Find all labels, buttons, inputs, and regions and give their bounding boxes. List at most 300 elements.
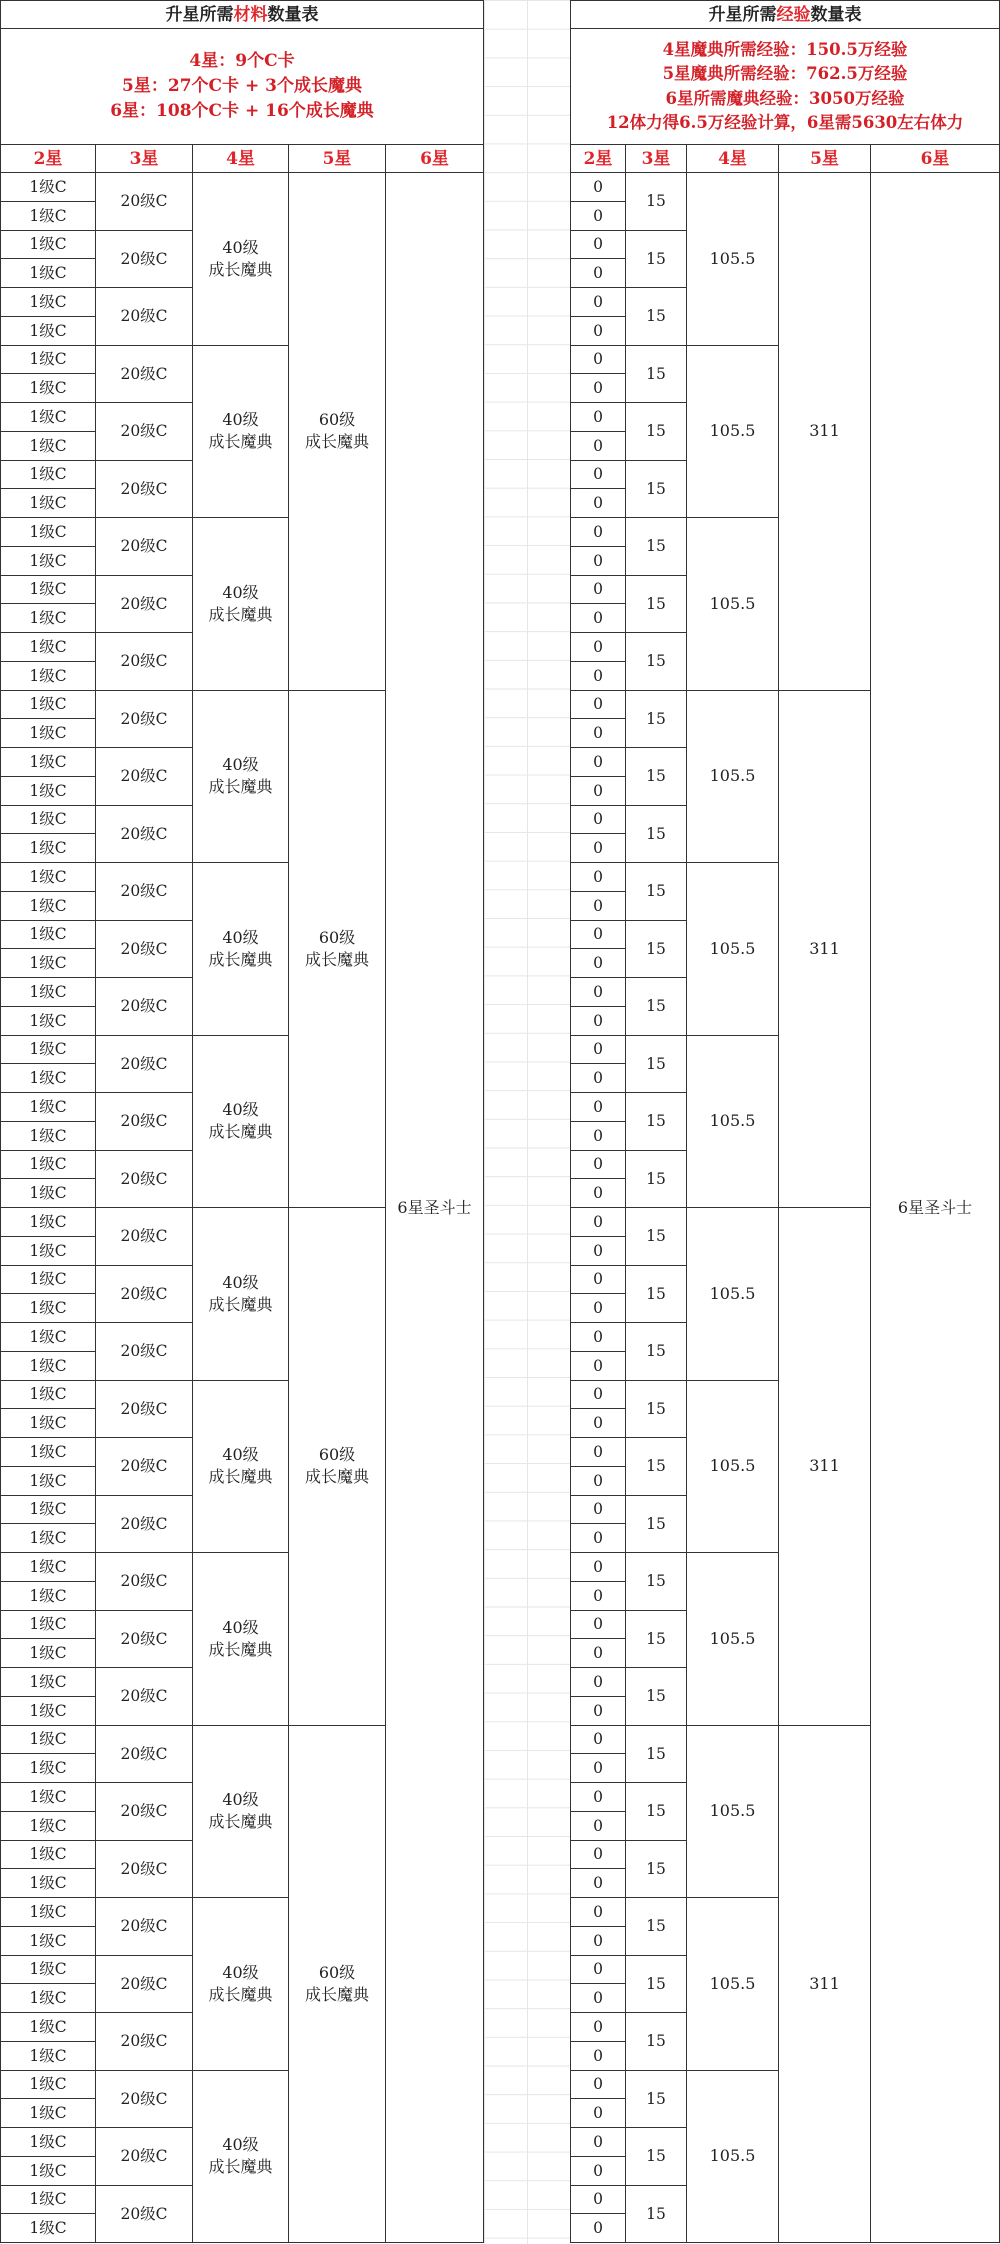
four-star-cell-text: 40级 xyxy=(222,582,259,602)
two-star-cell xyxy=(0,1726,96,1755)
two-star-cell xyxy=(0,1064,96,1093)
three-star-cell-text: 20级C xyxy=(120,537,168,556)
three-star-cell xyxy=(626,863,687,921)
two-star-cell xyxy=(0,719,96,748)
two-star-cell-text: 0 xyxy=(593,839,603,858)
two-star-cell-text: 0 xyxy=(593,867,603,886)
four-star-cell xyxy=(193,2071,289,2244)
three-star-cell-text: 15 xyxy=(646,1859,666,1878)
three-star-cell-text: 20级C xyxy=(120,1227,168,1246)
two-star-cell xyxy=(570,1984,626,2013)
two-star-cell-text: 1级C xyxy=(29,1040,67,1059)
two-star-cell xyxy=(570,1122,626,1151)
two-star-cell xyxy=(570,1438,626,1467)
three-star-cell xyxy=(626,1553,687,1611)
three-star-cell-text: 20级C xyxy=(120,1284,168,1303)
column-header xyxy=(570,145,626,173)
three-star-cell xyxy=(626,1093,687,1151)
two-star-cell-text: 1级C xyxy=(29,407,67,426)
two-star-cell-text: 1级C xyxy=(29,1270,67,1289)
three-star-cell xyxy=(96,633,193,691)
two-star-cell xyxy=(570,691,626,720)
two-star-cell-text: 0 xyxy=(593,1097,603,1116)
three-star-cell-text: 15 xyxy=(646,1112,666,1131)
three-star-cell-text: 20级C xyxy=(120,1112,168,1131)
six-star-cell xyxy=(871,173,1000,2243)
column-header xyxy=(193,145,289,173)
two-star-cell-text: 0 xyxy=(593,1356,603,1375)
two-star-cell xyxy=(570,346,626,375)
two-star-cell xyxy=(0,1927,96,1956)
two-star-cell xyxy=(0,978,96,1007)
two-star-cell xyxy=(0,1208,96,1237)
three-star-cell xyxy=(96,1553,193,1611)
two-star-cell-text: 0 xyxy=(593,954,603,973)
two-star-cell-text: 1级C xyxy=(29,1960,67,1979)
four-star-cell-text: 成长魔典 xyxy=(208,1294,273,1314)
two-star-cell xyxy=(570,978,626,1007)
column-header-text: 5星 xyxy=(810,148,839,169)
two-star-cell xyxy=(570,892,626,921)
two-star-cell xyxy=(0,1812,96,1841)
four-star-cell-text: 105.5 xyxy=(709,1456,756,1476)
three-star-cell xyxy=(626,2013,687,2071)
two-star-cell-text: 1级C xyxy=(29,1385,67,1404)
two-star-cell-text: 0 xyxy=(593,1931,603,1950)
three-star-cell-text: 15 xyxy=(646,1802,666,1821)
five-star-cell xyxy=(289,1726,386,2244)
three-star-cell xyxy=(96,921,193,979)
three-star-cell xyxy=(96,1496,193,1554)
four-star-cell xyxy=(193,1208,289,1381)
two-star-cell-text: 1级C xyxy=(29,695,67,714)
three-star-cell xyxy=(96,1726,193,1784)
three-star-cell-text: 20级C xyxy=(120,1974,168,1993)
two-star-cell xyxy=(0,834,96,863)
two-star-cell-text: 1级C xyxy=(29,206,67,225)
two-star-cell xyxy=(0,1294,96,1323)
column-header-text: 2星 xyxy=(33,148,63,169)
four-star-cell-text: 成长魔典 xyxy=(208,1984,273,2004)
five-star-cell xyxy=(779,1726,871,2244)
two-star-cell-text: 0 xyxy=(593,752,603,771)
two-star-cell-text: 1级C xyxy=(29,2161,67,2180)
experience-notes xyxy=(570,28,1000,145)
three-star-cell-text: 15 xyxy=(646,594,666,613)
three-star-cell xyxy=(96,2128,193,2186)
three-star-cell-text: 15 xyxy=(646,479,666,498)
two-star-cell xyxy=(570,1007,626,1036)
two-star-cell xyxy=(0,1611,96,1640)
three-star-cell-text: 20级C xyxy=(120,882,168,901)
column-header-text: 2星 xyxy=(583,148,613,169)
two-star-cell xyxy=(0,374,96,403)
two-star-cell-text: 0 xyxy=(593,1701,603,1720)
two-star-cell xyxy=(0,202,96,231)
two-star-cell-text: 1级C xyxy=(29,1874,67,1893)
two-star-cell-text: 0 xyxy=(593,2046,603,2065)
two-star-cell-text: 1级C xyxy=(29,1529,67,1548)
three-star-cell xyxy=(626,921,687,979)
title-highlight: 材料 xyxy=(233,5,268,25)
two-star-cell-text: 0 xyxy=(593,781,603,800)
four-star-cell-text: 40级 xyxy=(222,755,259,775)
two-star-cell xyxy=(0,1381,96,1410)
two-star-cell xyxy=(570,1639,626,1668)
five-star-cell-text: 60级 xyxy=(318,410,356,430)
four-star-cell xyxy=(193,1381,289,1554)
two-star-cell xyxy=(570,374,626,403)
four-star-cell-text: 40级 xyxy=(222,1445,259,1465)
two-star-cell-text: 0 xyxy=(593,2219,603,2238)
two-star-cell xyxy=(0,1237,96,1266)
four-star-cell xyxy=(687,518,779,691)
two-star-cell xyxy=(570,1611,626,1640)
two-star-cell xyxy=(570,2099,626,2128)
three-star-cell xyxy=(626,346,687,404)
three-star-cell-text: 15 xyxy=(646,364,666,383)
two-star-cell xyxy=(0,1668,96,1697)
two-star-cell-text: 0 xyxy=(593,609,603,628)
note-line: 5星魔典所需经验：762.5万经验 xyxy=(662,64,908,83)
five-star-cell xyxy=(779,173,871,691)
two-star-cell xyxy=(0,1553,96,1582)
two-star-cell xyxy=(570,1869,626,1898)
two-star-cell-text: 0 xyxy=(593,2190,603,2209)
four-star-cell-text: 105.5 xyxy=(709,1628,756,1648)
two-star-cell-text: 0 xyxy=(593,264,603,283)
three-star-cell-text: 15 xyxy=(646,1687,666,1706)
column-header xyxy=(0,145,96,173)
four-star-cell-text: 成长魔典 xyxy=(208,604,273,624)
four-star-cell xyxy=(687,1553,779,1726)
two-star-cell xyxy=(0,1151,96,1180)
two-star-cell-text: 0 xyxy=(593,2161,603,2180)
three-star-cell xyxy=(96,1208,193,1266)
three-star-cell xyxy=(96,231,193,289)
three-star-cell xyxy=(96,2013,193,2071)
six-star-cell-text: 6星圣斗士 xyxy=(397,1197,472,1217)
two-star-cell xyxy=(570,1783,626,1812)
two-star-cell xyxy=(570,662,626,691)
four-star-cell-text: 成长魔典 xyxy=(208,949,273,969)
four-star-cell xyxy=(193,691,289,864)
four-star-cell-text: 成长魔典 xyxy=(208,777,273,797)
five-star-cell-text: 311 xyxy=(809,421,840,441)
two-star-cell-text: 0 xyxy=(593,1845,603,1864)
two-star-cell xyxy=(0,1122,96,1151)
four-star-cell-text: 40级 xyxy=(222,1962,259,1982)
four-star-cell-text: 105.5 xyxy=(709,2146,756,2166)
three-star-cell-text: 15 xyxy=(646,2204,666,2223)
three-star-cell xyxy=(626,1898,687,1956)
two-star-cell xyxy=(0,231,96,260)
column-header-text: 3星 xyxy=(129,148,159,169)
two-star-cell-text: 0 xyxy=(593,580,603,599)
three-star-cell-text: 20级C xyxy=(120,1572,168,1591)
two-star-cell-text: 0 xyxy=(593,465,603,484)
two-star-cell xyxy=(0,1869,96,1898)
two-star-cell-text: 0 xyxy=(593,2132,603,2151)
three-star-cell-text: 15 xyxy=(646,192,666,211)
three-star-cell-text: 20级C xyxy=(120,422,168,441)
five-star-cell-text: 成长魔典 xyxy=(304,432,369,452)
two-star-cell xyxy=(570,1179,626,1208)
four-star-cell-text: 40级 xyxy=(222,2135,259,2155)
column-header xyxy=(626,145,687,173)
three-star-cell xyxy=(96,1036,193,1094)
four-star-cell xyxy=(193,1553,289,1726)
two-star-cell-text: 1级C xyxy=(29,1615,67,1634)
two-star-cell xyxy=(570,1093,626,1122)
two-star-cell-text: 1级C xyxy=(29,781,67,800)
note-line: 6星所需魔典经验：3050万经验 xyxy=(665,88,905,108)
two-star-cell-text: 0 xyxy=(593,1730,603,1749)
two-star-cell-text: 0 xyxy=(593,1471,603,1490)
two-star-cell xyxy=(570,1064,626,1093)
two-star-cell-text: 0 xyxy=(593,1126,603,1145)
two-star-cell xyxy=(0,1496,96,1525)
three-star-cell-text: 20级C xyxy=(120,594,168,613)
two-star-cell-text: 1级C xyxy=(29,810,67,829)
two-star-cell xyxy=(0,1093,96,1122)
three-star-cell xyxy=(96,1381,193,1439)
two-star-cell-text: 0 xyxy=(593,321,603,340)
two-star-cell-text: 0 xyxy=(593,1011,603,1030)
two-star-cell xyxy=(0,777,96,806)
three-star-cell-text: 20级C xyxy=(120,997,168,1016)
two-star-cell-text: 1级C xyxy=(29,235,67,254)
two-star-cell-text: 1级C xyxy=(29,867,67,886)
two-star-cell xyxy=(0,691,96,720)
two-star-cell xyxy=(570,834,626,863)
two-star-cell xyxy=(0,1438,96,1467)
five-star-cell xyxy=(289,173,386,691)
five-star-cell xyxy=(289,1208,386,1726)
five-star-cell-text: 311 xyxy=(809,1456,840,1476)
two-star-cell xyxy=(570,288,626,317)
two-star-cell xyxy=(0,604,96,633)
three-star-cell-text: 15 xyxy=(646,939,666,958)
materials-grid xyxy=(0,145,484,2244)
two-star-cell xyxy=(0,1036,96,1065)
two-star-cell-text: 1级C xyxy=(29,609,67,628)
two-star-cell xyxy=(570,1237,626,1266)
two-star-cell xyxy=(570,2157,626,2186)
two-star-cell-text: 0 xyxy=(593,2017,603,2036)
two-star-cell xyxy=(0,2071,96,2100)
three-star-cell xyxy=(626,1668,687,1726)
two-star-cell-text: 1级C xyxy=(29,2219,67,2238)
two-star-cell xyxy=(0,949,96,978)
two-star-cell xyxy=(0,1898,96,1927)
two-star-cell-text: 1级C xyxy=(29,494,67,513)
two-star-cell-text: 1级C xyxy=(29,551,67,570)
two-star-cell xyxy=(0,2157,96,2186)
four-star-cell xyxy=(687,1381,779,1554)
two-star-cell xyxy=(570,2013,626,2042)
two-star-cell-text: 0 xyxy=(593,1787,603,1806)
six-star-cell-text: 6星圣斗士 xyxy=(897,1197,973,1217)
two-star-cell-text: 1级C xyxy=(29,1644,67,1663)
two-star-cell-text: 1级C xyxy=(29,264,67,283)
six-star-cell xyxy=(386,173,484,2243)
three-star-cell-text: 20级C xyxy=(120,479,168,498)
two-star-cell xyxy=(570,1697,626,1726)
two-star-cell-text: 1级C xyxy=(29,752,67,771)
two-star-cell xyxy=(0,1352,96,1381)
four-star-cell xyxy=(687,2071,779,2244)
two-star-cell-text: 0 xyxy=(593,1442,603,1461)
two-star-cell xyxy=(0,1467,96,1496)
two-star-cell xyxy=(0,1007,96,1036)
three-star-cell-text: 15 xyxy=(646,537,666,556)
two-star-cell-text: 0 xyxy=(593,1184,603,1203)
two-star-cell-text: 1级C xyxy=(29,1557,67,1576)
two-star-cell xyxy=(570,317,626,346)
two-star-cell-text: 0 xyxy=(593,551,603,570)
title-prefix: 升星所需 xyxy=(165,5,234,25)
two-star-cell-text: 1级C xyxy=(29,2017,67,2036)
two-star-cell xyxy=(570,547,626,576)
two-star-cell-text: 1级C xyxy=(29,2132,67,2151)
four-star-cell-text: 40级 xyxy=(222,1272,259,1292)
two-star-cell-text: 0 xyxy=(593,177,603,196)
two-star-cell xyxy=(570,806,626,835)
note-line: 5星：27个C卡 + 3个成长魔典 xyxy=(122,76,362,96)
three-star-cell-text: 20级C xyxy=(120,249,168,268)
two-star-cell xyxy=(570,1956,626,1985)
two-star-cell xyxy=(570,1294,626,1323)
four-star-cell xyxy=(193,518,289,691)
two-star-cell-text: 1级C xyxy=(29,1989,67,2008)
two-star-cell xyxy=(0,2128,96,2157)
two-star-cell xyxy=(0,1754,96,1783)
two-star-cell xyxy=(0,921,96,950)
two-star-cell-text: 1级C xyxy=(29,925,67,944)
two-star-cell xyxy=(0,432,96,461)
two-star-cell xyxy=(570,1668,626,1697)
four-star-cell xyxy=(687,863,779,1036)
five-star-cell-text: 成长魔典 xyxy=(304,1467,369,1487)
three-star-cell xyxy=(96,1898,193,1956)
three-star-cell xyxy=(96,1611,193,1669)
three-star-cell xyxy=(626,288,687,346)
two-star-cell xyxy=(0,317,96,346)
two-star-cell-text: 0 xyxy=(593,1500,603,1519)
two-star-cell-text: 1级C xyxy=(29,1126,67,1145)
four-star-cell-text: 105.5 xyxy=(709,421,756,441)
three-star-cell-text: 15 xyxy=(646,1629,666,1648)
two-star-cell-text: 1级C xyxy=(29,1672,67,1691)
two-star-cell-text: 0 xyxy=(593,1816,603,1835)
two-star-cell-text: 1级C xyxy=(29,1701,67,1720)
three-star-cell xyxy=(96,461,193,519)
two-star-cell xyxy=(570,1036,626,1065)
two-star-cell xyxy=(570,1496,626,1525)
three-star-cell-text: 20级C xyxy=(120,1744,168,1763)
three-star-cell xyxy=(626,806,687,864)
two-star-cell-text: 0 xyxy=(593,292,603,311)
two-star-cell-text: 1级C xyxy=(29,1845,67,1864)
two-star-cell xyxy=(570,576,626,605)
three-star-cell-text: 15 xyxy=(646,1457,666,1476)
two-star-cell-text: 1级C xyxy=(29,896,67,915)
two-star-cell xyxy=(0,1179,96,1208)
four-star-cell xyxy=(687,691,779,864)
three-star-cell xyxy=(96,403,193,461)
three-star-cell-text: 15 xyxy=(646,422,666,441)
three-star-cell-text: 20级C xyxy=(120,1917,168,1936)
two-star-cell xyxy=(0,892,96,921)
two-star-cell-text: 1级C xyxy=(29,637,67,656)
three-star-cell xyxy=(626,1438,687,1496)
two-star-cell-text: 0 xyxy=(593,407,603,426)
two-star-cell-text: 0 xyxy=(593,896,603,915)
three-star-cell xyxy=(626,1323,687,1381)
three-star-cell-text: 20级C xyxy=(120,2204,168,2223)
two-star-cell-text: 0 xyxy=(593,695,603,714)
four-star-cell-text: 成长魔典 xyxy=(208,1122,273,1142)
three-star-cell-text: 20级C xyxy=(120,2089,168,2108)
two-star-cell-text: 0 xyxy=(593,925,603,944)
three-star-cell-text: 15 xyxy=(646,824,666,843)
two-star-cell xyxy=(0,346,96,375)
two-star-cell-text: 0 xyxy=(593,1299,603,1318)
two-star-cell xyxy=(570,2186,626,2215)
two-star-cell xyxy=(570,1754,626,1783)
two-star-cell-text: 1级C xyxy=(29,1212,67,1231)
three-star-cell xyxy=(626,1841,687,1899)
three-star-cell-text: 15 xyxy=(646,2089,666,2108)
four-star-cell xyxy=(687,173,779,346)
two-star-cell-text: 1级C xyxy=(29,1327,67,1346)
column-header-text: 3星 xyxy=(641,148,671,169)
two-star-cell-text: 0 xyxy=(593,1270,603,1289)
two-star-cell xyxy=(570,604,626,633)
two-star-cell xyxy=(0,1783,96,1812)
three-star-cell-text: 20级C xyxy=(120,824,168,843)
three-star-cell xyxy=(626,1151,687,1209)
four-star-cell-text: 成长魔典 xyxy=(208,259,273,279)
two-star-cell-text: 0 xyxy=(593,1644,603,1663)
three-star-cell xyxy=(626,576,687,634)
two-star-cell-text: 1级C xyxy=(29,982,67,1001)
two-star-cell xyxy=(570,633,626,662)
five-star-cell-text: 60级 xyxy=(318,927,356,947)
two-star-cell xyxy=(570,1812,626,1841)
column-header-text: 4星 xyxy=(226,148,255,169)
four-star-cell-text: 40级 xyxy=(222,927,259,947)
two-star-cell xyxy=(570,432,626,461)
three-star-cell-text: 20级C xyxy=(120,1054,168,1073)
four-star-cell-text: 105.5 xyxy=(709,938,756,958)
three-star-cell xyxy=(96,1093,193,1151)
three-star-cell-text: 20级C xyxy=(120,1399,168,1418)
three-star-cell-text: 15 xyxy=(646,1917,666,1936)
two-star-cell-text: 1级C xyxy=(29,2075,67,2094)
two-star-cell-text: 0 xyxy=(593,1040,603,1059)
spreadsheet-gap xyxy=(484,0,570,2244)
two-star-cell xyxy=(570,518,626,547)
two-star-cell-text: 1级C xyxy=(29,954,67,973)
two-star-cell-text: 1级C xyxy=(29,1097,67,1116)
two-star-cell-text: 0 xyxy=(593,1557,603,1576)
two-star-cell xyxy=(570,1927,626,1956)
three-star-cell xyxy=(626,2071,687,2129)
two-star-cell-text: 0 xyxy=(593,1241,603,1260)
two-star-cell-text: 0 xyxy=(593,494,603,513)
